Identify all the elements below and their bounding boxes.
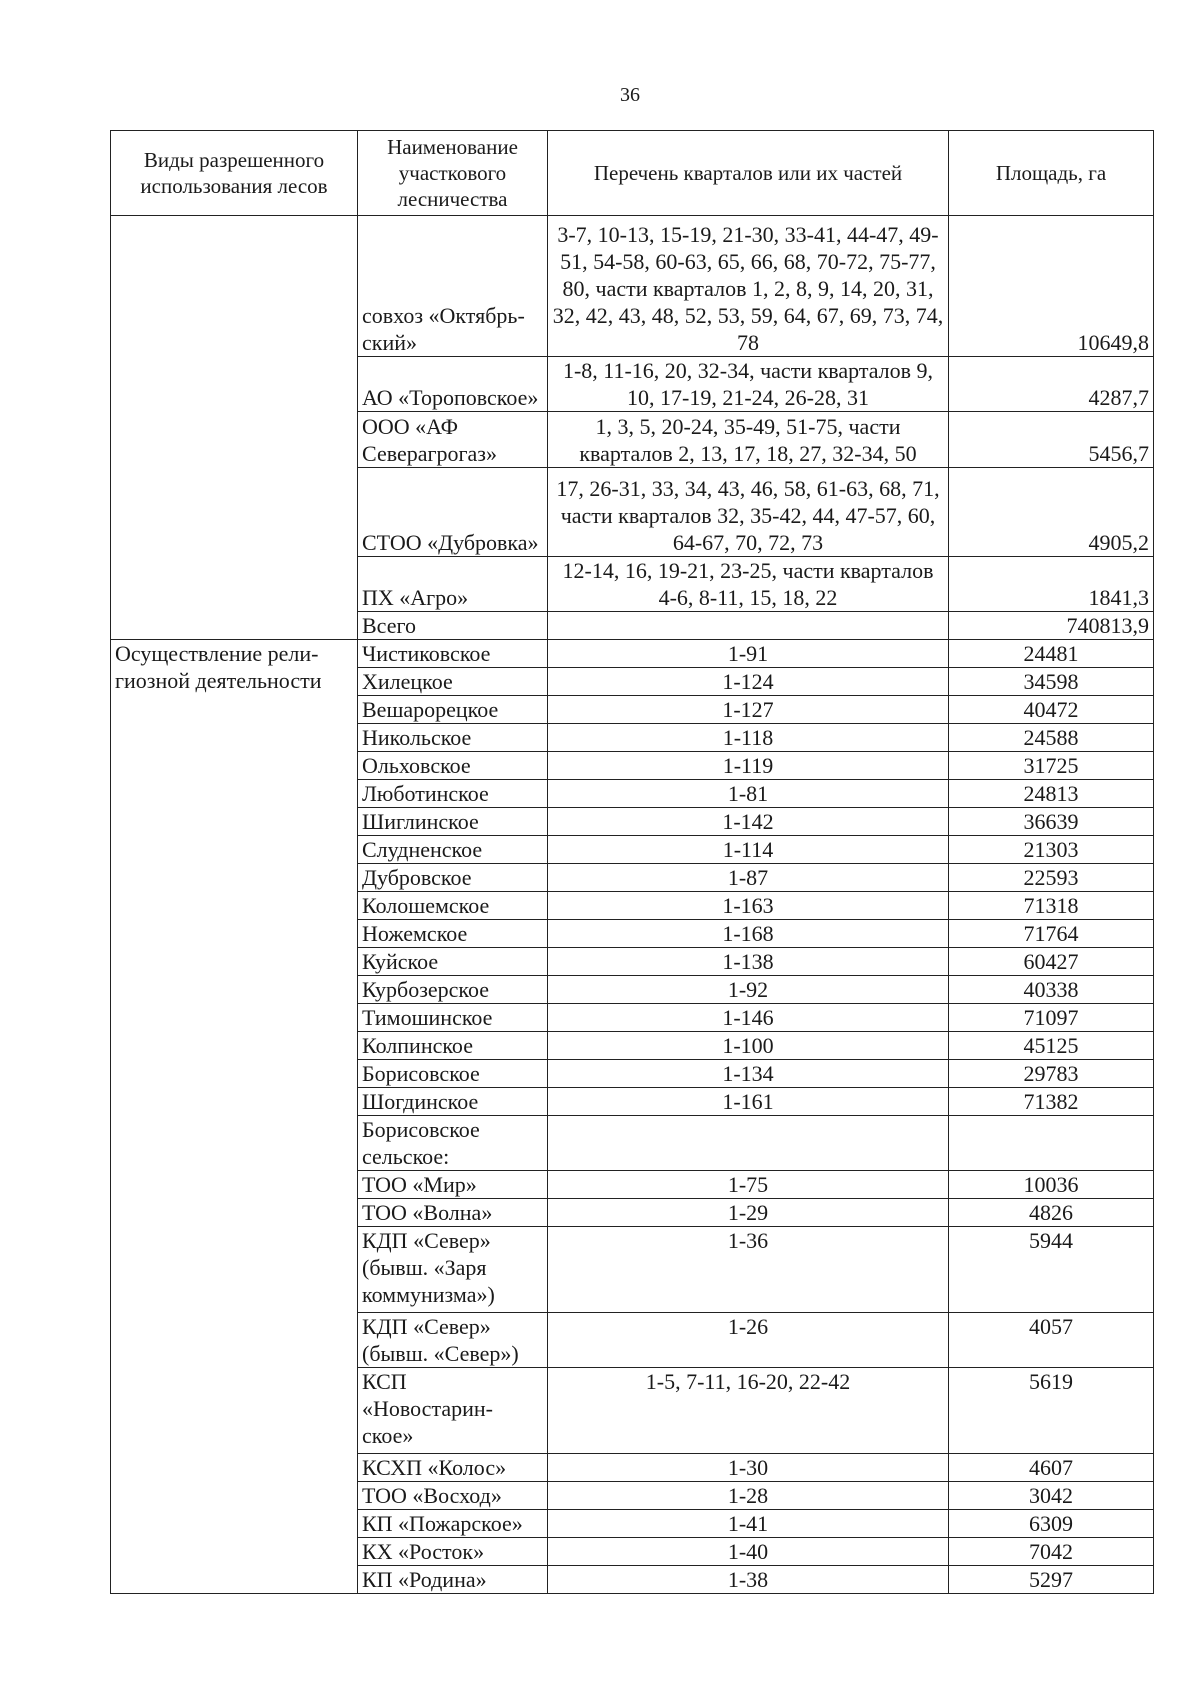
district-name: КП «Родина» — [358, 1566, 548, 1594]
area-value: 4607 — [949, 1454, 1154, 1482]
quarter-list: 1-91 — [548, 640, 949, 668]
use-type-cell: Осуществление рели-гиозной деятельности — [111, 640, 358, 1594]
district-name: Колошемское — [358, 892, 548, 920]
quarter-list: 1-124 — [548, 668, 949, 696]
area-value: 71382 — [949, 1088, 1154, 1116]
district-name: Люботинское — [358, 780, 548, 808]
area-value: 45125 — [949, 1032, 1154, 1060]
quarter-list: 3-7, 10-13, 15-19, 21-30, 33-41, 44-47, 49-51, 54-58, 60-63, 65, 66, 68, 70-72, 75-77, 80, части кварталов 1, 2, 8, 9, 14, 20, 31, 32, 42, 43, 48, 52, 53, 59, 64, 67, 69, 73, 74, 78 — [548, 216, 949, 357]
area-value: 21303 — [949, 836, 1154, 864]
header-name: Наименование участкового лесничества — [358, 131, 548, 216]
district-name: Куйское — [358, 948, 548, 976]
district-name: Слудненское — [358, 836, 548, 864]
area-value: 60427 — [949, 948, 1154, 976]
district-name: ТОО «Волна» — [358, 1199, 548, 1227]
quarter-list: 1-92 — [548, 976, 949, 1004]
area-value: 6309 — [949, 1510, 1154, 1538]
district-name: Курбозерское — [358, 976, 548, 1004]
area-value: 36639 — [949, 808, 1154, 836]
district-name: Борисовское — [358, 1060, 548, 1088]
area-value: 5619 — [949, 1368, 1154, 1454]
district-name: Колпинское — [358, 1032, 548, 1060]
quarter-list: 1-26 — [548, 1313, 949, 1368]
header-use: Виды разрешенного использования лесов — [111, 131, 358, 216]
quarter-list: 1-5, 7-11, 16-20, 22-42 — [548, 1368, 949, 1454]
area-value: 24481 — [949, 640, 1154, 668]
quarter-list: 1-119 — [548, 752, 949, 780]
area-value: 4826 — [949, 1199, 1154, 1227]
quarter-list: 1-134 — [548, 1060, 949, 1088]
quarter-list: 1-28 — [548, 1482, 949, 1510]
quarter-list — [548, 612, 949, 640]
quarter-list: 1-41 — [548, 1510, 949, 1538]
quarter-list: 1, 3, 5, 20-24, 35-49, 51-75, части кварталов 2, 13, 17, 18, 27, 32-34, 50 — [548, 412, 949, 468]
district-name: ТОО «Мир» — [358, 1171, 548, 1199]
district-name: КДП «Север» (бывш. «Север») — [358, 1313, 548, 1368]
quarter-list: 1-38 — [548, 1566, 949, 1594]
area-value: 4905,2 — [949, 468, 1154, 557]
district-name: Чистиковское — [358, 640, 548, 668]
area-value — [949, 1116, 1154, 1171]
page-number: 36 — [620, 84, 640, 106]
area-value: 31725 — [949, 752, 1154, 780]
total-label: Всего — [358, 612, 548, 640]
quarter-list: 1-36 — [548, 1227, 949, 1313]
quarter-list: 1-87 — [548, 864, 949, 892]
area-value: 10649,8 — [949, 216, 1154, 357]
area-value: 24813 — [949, 780, 1154, 808]
area-value: 4287,7 — [949, 357, 1154, 412]
quarter-list: 1-100 — [548, 1032, 949, 1060]
area-value: 5456,7 — [949, 412, 1154, 468]
district-name: Ольховское — [358, 752, 548, 780]
quarter-list: 1-142 — [548, 808, 949, 836]
area-value: 71764 — [949, 920, 1154, 948]
area-value: 24588 — [949, 724, 1154, 752]
district-name: ТОО «Восход» — [358, 1482, 548, 1510]
quarter-list: 1-146 — [548, 1004, 949, 1032]
district-name: Шиглинское — [358, 808, 548, 836]
district-name: Тимошинское — [358, 1004, 548, 1032]
area-value: 71318 — [949, 892, 1154, 920]
total-area-value: 740813,9 — [949, 612, 1154, 640]
quarter-list: 1-127 — [548, 696, 949, 724]
quarter-list — [548, 1116, 949, 1171]
table-row — [111, 640, 1154, 668]
district-name: совхоз «Октябрь-ский» — [358, 216, 548, 357]
forest-use-table — [110, 130, 1154, 1594]
quarter-list: 1-29 — [548, 1199, 949, 1227]
area-value: 5297 — [949, 1566, 1154, 1594]
district-name: СТОО «Дубровка» — [358, 468, 548, 557]
area-value: 22593 — [949, 864, 1154, 892]
district-name: Шогдинское — [358, 1088, 548, 1116]
area-value: 29783 — [949, 1060, 1154, 1088]
quarter-list: 1-168 — [548, 920, 949, 948]
quarter-list: 1-114 — [548, 836, 949, 864]
quarter-list: 12-14, 16, 19-21, 23-25, части кварталов 4-6, 8-11, 15, 18, 22 — [548, 557, 949, 612]
district-name: Ножемское — [358, 920, 548, 948]
quarter-list: 1-138 — [548, 948, 949, 976]
district-name: АО «Тороповское» — [358, 357, 548, 412]
district-name: КП «Пожарское» — [358, 1510, 548, 1538]
area-value: 10036 — [949, 1171, 1154, 1199]
district-name: Борисовское сельское: — [358, 1116, 548, 1171]
quarter-list: 1-118 — [548, 724, 949, 752]
quarter-list: 17, 26-31, 33, 34, 43, 46, 58, 61-63, 68, 71, части кварталов 32, 35-42, 44, 47-57, 60, 64-67, 70, 72, 73 — [548, 468, 949, 557]
quarter-list: 1-81 — [548, 780, 949, 808]
district-name: Дубровское — [358, 864, 548, 892]
district-name: Хилецкое — [358, 668, 548, 696]
quarter-list: 1-163 — [548, 892, 949, 920]
district-name: КХ «Росток» — [358, 1538, 548, 1566]
area-value: 4057 — [949, 1313, 1154, 1368]
area-value: 1841,3 — [949, 557, 1154, 612]
use-cell-empty — [111, 216, 358, 640]
header-list: Перечень кварталов или их частей — [548, 131, 949, 216]
district-name: КСХП «Колос» — [358, 1454, 548, 1482]
district-name: ООО «АФ Северагрогаз» — [358, 412, 548, 468]
quarter-list: 1-161 — [548, 1088, 949, 1116]
area-value: 40338 — [949, 976, 1154, 1004]
area-value: 5944 — [949, 1227, 1154, 1313]
area-value: 40472 — [949, 696, 1154, 724]
quarter-list: 1-30 — [548, 1454, 949, 1482]
area-value: 3042 — [949, 1482, 1154, 1510]
header-area: Площадь, га — [949, 131, 1154, 216]
area-value: 34598 — [949, 668, 1154, 696]
area-value: 71097 — [949, 1004, 1154, 1032]
district-name: ПХ «Агро» — [358, 557, 548, 612]
district-name: КСП «Новостарин-ское» — [358, 1368, 548, 1454]
quarter-list: 1-8, 11-16, 20, 32-34, части кварталов 9, 10, 17-19, 21-24, 26-28, 31 — [548, 357, 949, 412]
district-name: КДП «Север» (бывш. «Заря коммунизма») — [358, 1227, 548, 1313]
district-name: Вешарорецкое — [358, 696, 548, 724]
district-name: Никольское — [358, 724, 548, 752]
quarter-list: 1-75 — [548, 1171, 949, 1199]
quarter-list: 1-40 — [548, 1538, 949, 1566]
area-value: 7042 — [949, 1538, 1154, 1566]
